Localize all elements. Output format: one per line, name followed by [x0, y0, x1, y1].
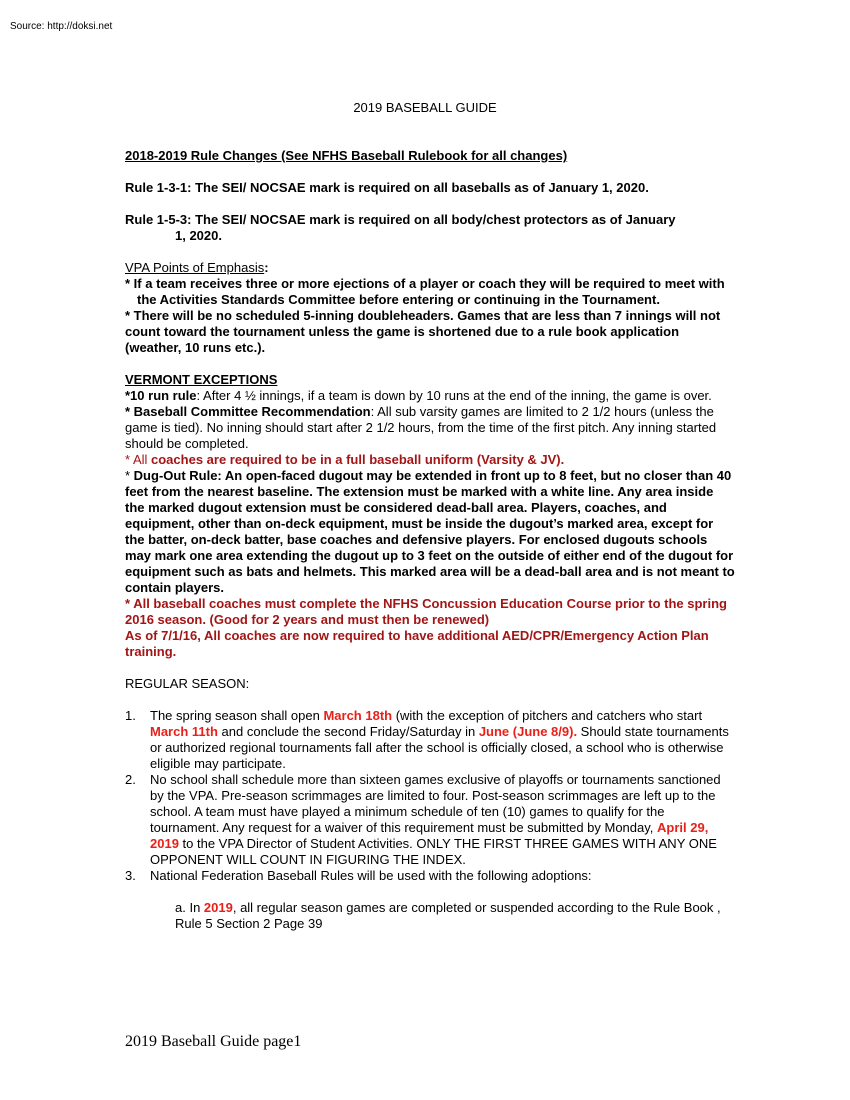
sub-a-year: 2019 — [203, 900, 233, 915]
item-1-text-d: Should state tournaments or authorized regional tournaments fall after the school is officially closed, a school who is otherwise eligible may participate. — [150, 724, 729, 771]
item-text — [150, 772, 735, 868]
regular-season-heading: REGULAR SEASON: — [125, 676, 250, 691]
committee-label: * Baseball Committee Recommendation — [125, 404, 371, 419]
committee-text: : All sub varsity games are limited to 2 1/2 hours (unless the game is tied). No inning should start after 2 1/2 hours, from the time of the first pitch. Any inning started should be completed. — [125, 404, 717, 451]
vpa-point-doubleheaders: * There will be no scheduled 5-inning doubleheaders. Games that are less than 7 innings will not count toward the tournament unless the game is shortened due to a rule book application (weather, 10 runs etc.). — [125, 308, 721, 355]
season-item-2 — [125, 772, 735, 868]
item-2-text-a: No school shall schedule more than sixteen games exclusive of playoffs or tournaments sanctioned by the VPA. Pre-season scrimmages are limited to four. Post-season scrimmages are left up to the school. A team must have played a minimum schedule of ten (10) games to qualify for the tournament. Any request for a waiver of this requirement must be submitted by Monday, — [150, 772, 721, 835]
rule-1-3-1: Rule 1-3-1: The SEI/ NOCSAE mark is required on all baseballs as of January 1, 2020. — [125, 180, 649, 195]
uniform-prefix: * All — [125, 452, 152, 467]
vpa-point-ejections: * If a team receives three or more ejections of a player or coach they will be required to meet with the Activities Standards Committee before entering or continuing in the Tournament. — [125, 276, 725, 307]
item-text: National Federation Baseball Rules will be used with the following adoptions: — [150, 868, 592, 883]
rule-changes-heading: 2018-2019 Rule Changes (See NFHS Baseball Rulebook for all changes) — [125, 148, 568, 163]
pitchers-start-date: March 11th — [150, 724, 218, 739]
rule-1-5-3-continued: 1, 2020. — [175, 228, 222, 243]
page-footer: 2019 Baseball Guide page1 — [125, 1033, 302, 1050]
dugout-text: Dug-Out Rule: An open-faced dugout may be extended in front up to 8 feet, but no closer than 40 feet from the nearest baseline. The extension must be marked with a white line. Any area inside the marked dugout extension must be considered dead-ball area. Players, coaches, and equipment, other than on-deck equipment, must be inside the dugout’s marked area, except for the batter, on-deck batter, base coaches and defensive players. For enclosed dugouts schools may mark one area extending the dugout up to 3 feet on the outside of either end of the dugout for equipment such as bats and helmets. This marked area will be a dead-ball area and is not meant to contain players. — [125, 468, 735, 595]
item-number: 3. — [125, 868, 136, 883]
item-2-text-b: to the VPA Director of Student Activities. ONLY THE FIRST THREE GAMES WITH ANY ONE OPPONENT WILL COUNT IN FIGURING THE INDEX. — [150, 836, 717, 867]
uniform-rule — [125, 452, 735, 468]
item-1-text-b: (with the exception of pitchers and catchers who start — [392, 708, 703, 723]
item-number: 1. — [125, 708, 136, 723]
rule-1-5-3: Rule 1-5-3: The SEI/ NOCSAE mark is required on all body/chest protectors as of January — [125, 212, 676, 227]
document-body — [125, 148, 735, 932]
item-text — [150, 708, 735, 772]
vpa-heading-line — [125, 260, 735, 276]
season-item-1 — [125, 708, 735, 772]
item-1-text-c: and conclude the second Friday/Saturday in — [217, 724, 479, 739]
sub-item-a — [125, 900, 735, 932]
ten-run-rule-label: *10 run rule — [125, 388, 197, 403]
waiver-deadline-date: April 29, 2019 — [150, 820, 709, 851]
uniform-text: coaches are required to be in a full baseball uniform (Varsity & JV). — [151, 452, 565, 467]
vpa-heading: VPA Points of Emphasis — [125, 260, 265, 275]
ten-run-rule-text: : After 4 ½ innings, if a team is down by 10 runs at the end of the inning, the game is over. — [196, 388, 712, 403]
dugout-prefix: * — [125, 468, 134, 483]
vpa-heading-colon: : — [264, 260, 269, 275]
season-item-3 — [125, 868, 735, 884]
sub-a-text-b: , all regular season games are completed or suspended according to the Rule Book , Rule 5 Section 2 Page 39 — [175, 900, 721, 931]
committee-recommendation — [125, 404, 735, 452]
vermont-exceptions-heading: VERMONT EXCEPTIONS — [125, 372, 278, 387]
dugout-rule — [125, 468, 735, 596]
item-1-text-a: The spring season shall open — [150, 708, 324, 723]
concussion-course: * All baseball coaches must complete the NFHS Concussion Education Course prior to the spring 2016 season. (Good for 2 years and must then be renewed) — [125, 596, 727, 627]
source-label: Source: http://doksi.net — [10, 21, 113, 32]
season-open-date: March 18th — [323, 708, 393, 723]
ten-run-rule — [125, 388, 735, 404]
season-end-date: June (June 8/9). — [478, 724, 578, 739]
item-number: 2. — [125, 772, 136, 787]
aed-training: As of 7/1/16, All coaches are now required to have additional AED/CPR/Emergency Action Plan training. — [125, 628, 709, 659]
page-title: 2019 BASEBALL GUIDE — [353, 100, 497, 115]
sub-a-text-a: a. In — [175, 900, 204, 915]
